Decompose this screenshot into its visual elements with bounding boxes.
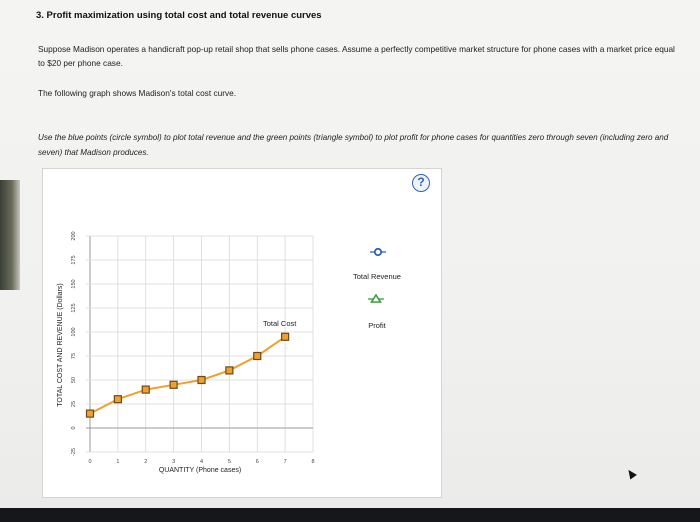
question-intro: Suppose Madison operates a handicraft pop-up retail shop that sells phone cases. Assume a perfectly competitive market structure for phone cases with a market price equal to $20 per phone case.	[38, 44, 675, 68]
y-tick-label: 100	[71, 327, 77, 337]
profit-legend-label: Profit	[368, 321, 386, 330]
x-tick-label: 1	[116, 459, 120, 465]
total-cost-point	[170, 381, 177, 388]
x-tick-label: 6	[255, 459, 259, 465]
total-cost-point	[282, 333, 289, 340]
total-cost-point	[114, 396, 121, 403]
y-tick-label: 200	[71, 231, 77, 241]
total-cost-point	[226, 367, 233, 374]
taskbar	[0, 508, 700, 522]
x-tick-label: 4	[199, 459, 204, 465]
y-tick-label: 25	[71, 400, 77, 408]
total-cost-label: Total Cost	[263, 319, 297, 328]
total-revenue-legend-label: Total Revenue	[353, 272, 401, 281]
x-tick-label: 5	[227, 459, 231, 465]
y-tick-label: 150	[71, 279, 77, 289]
y-tick-label: 175	[71, 255, 77, 265]
tick-labels	[71, 231, 315, 465]
grid	[86, 236, 313, 452]
x-tick-label: 2	[144, 459, 148, 465]
total-cost-point	[198, 377, 205, 384]
total-revenue-tool[interactable]	[370, 249, 386, 255]
x-tick-label: 7	[283, 459, 287, 465]
y-tick-label: 125	[71, 303, 77, 313]
x-tick-label: 3	[172, 459, 176, 465]
total-cost-point	[87, 410, 94, 417]
y-tick-label: 0	[71, 426, 77, 430]
graph-instruction: Use the blue points (circle symbol) to plot total revenue and the green points (triangle symbol) to plot profit for phone cases for quantities zero through seven (including zero and seven) that Madison produces.	[38, 133, 669, 157]
profit-triangle-icon[interactable]	[372, 295, 381, 302]
total-cost-points	[87, 333, 289, 417]
profit-tool[interactable]	[368, 295, 384, 302]
x-axis-title: QUANTITY (Phone cases)	[158, 467, 242, 474]
total-cost-point	[142, 386, 149, 393]
x-tick-label: 8	[311, 459, 315, 465]
question-title: 3. Profit maximization using total cost and total revenue curves	[36, 10, 322, 21]
y-axis-title: TOTAL COST AND REVENUE (Dollars)	[57, 283, 64, 407]
help-button[interactable]: ?	[412, 174, 430, 192]
y-tick-label: 75	[71, 352, 77, 360]
y-tick-label: -25	[71, 448, 77, 456]
graph-intro: The following graph shows Madison's total cost curve.	[38, 88, 237, 98]
total-cost-point	[254, 353, 261, 360]
x-tick-label: 0	[88, 459, 92, 465]
y-tick-label: 50	[71, 376, 77, 384]
total-revenue-circle-icon[interactable]	[375, 249, 381, 255]
